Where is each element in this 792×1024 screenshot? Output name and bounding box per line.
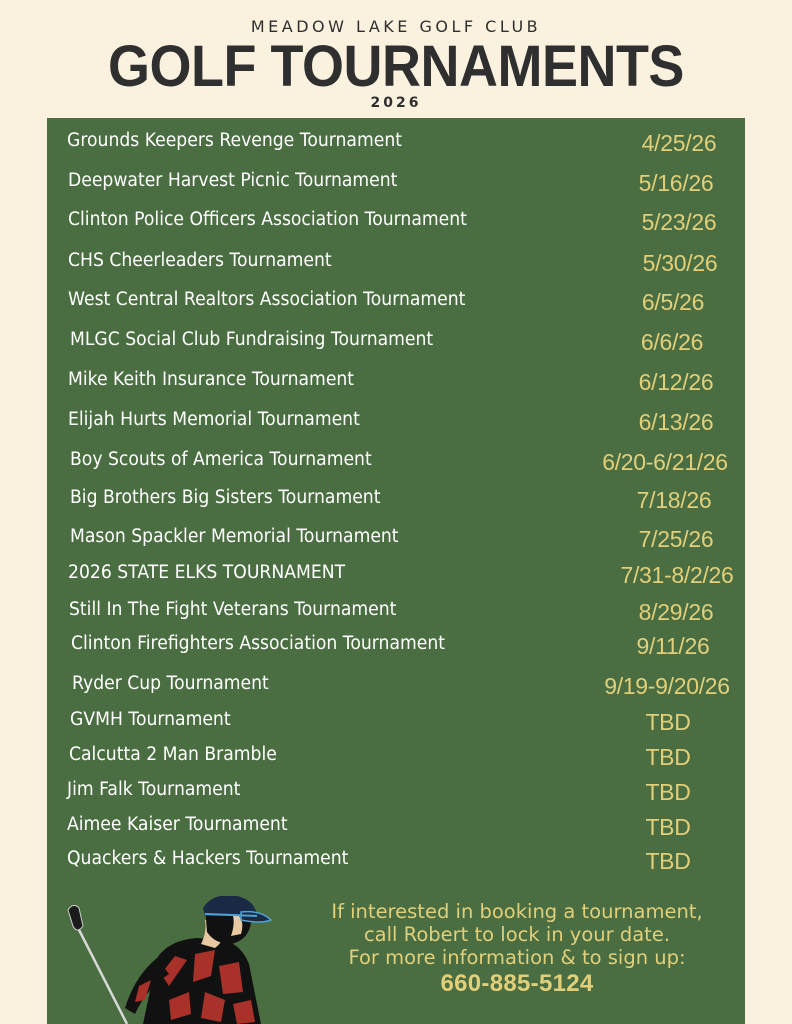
booking-info-line: If interested in booking a tournament,	[331, 900, 703, 923]
tournament-name: GVMH Tournament	[70, 709, 231, 730]
tournament-row	[47, 526, 745, 556]
tournament-date: 7/18/26	[636, 487, 712, 513]
tournament-row	[47, 814, 745, 844]
tournament-row	[47, 250, 745, 280]
tournament-name: Elijah Hurts Memorial Tournament	[68, 409, 360, 430]
tournament-row	[47, 130, 745, 160]
tournament-row	[47, 633, 745, 663]
tournament-row	[47, 170, 745, 200]
booking-info-line: call Robert to lock in your date.	[363, 923, 671, 946]
tournament-name: Clinton Firefighters Association Tournament	[71, 633, 445, 654]
tournament-date: 9/11/26	[636, 633, 710, 659]
tournament-name: Deepwater Harvest Picnic Tournament	[68, 170, 398, 191]
tournament-date: TBD	[645, 848, 691, 874]
page-title: GOLF TOURNAMENTS	[108, 34, 684, 99]
tournament-name: Boy Scouts of America Tournament	[70, 449, 372, 470]
tournament-date: 5/23/26	[641, 209, 717, 235]
tournament-name: Big Brothers Big Sisters Tournament	[70, 487, 381, 508]
phone-number: 660-885-5124	[440, 970, 594, 997]
tournament-row	[47, 709, 745, 739]
tournament-name: West Central Realtors Association Tournament	[68, 289, 466, 310]
tournament-date: 7/31-8/2/26	[620, 562, 734, 588]
golfer-icon	[65, 896, 305, 1024]
tournament-row	[47, 487, 745, 517]
tournament-date: 6/12/26	[638, 369, 714, 395]
tournament-name: CHS Cheerleaders Tournament	[68, 250, 332, 271]
tournament-date: 6/5/26	[641, 289, 705, 315]
tournament-row	[47, 599, 745, 629]
tournament-date: 9/19-9/20/26	[604, 673, 730, 699]
tournament-date: 6/13/26	[638, 409, 714, 435]
tournament-name: Grounds Keepers Revenge Tournament	[67, 130, 402, 151]
tournament-row	[47, 329, 745, 359]
tournament-date: 7/25/26	[638, 526, 714, 552]
tournament-date: TBD	[645, 709, 691, 735]
tournament-row	[47, 209, 745, 239]
tournament-row	[47, 562, 745, 592]
tournament-date: 4/25/26	[641, 130, 717, 156]
tournament-row	[47, 369, 745, 399]
tournament-name: 2026 STATE ELKS TOURNAMENT	[68, 562, 346, 583]
tournament-row	[47, 744, 745, 774]
tournament-name: MLGC Social Club Fundraising Tournament	[70, 329, 434, 350]
tournament-date: 5/30/26	[642, 250, 718, 276]
tournament-row	[47, 409, 745, 439]
tournament-date: TBD	[645, 744, 691, 770]
tournament-name: Mason Spackler Memorial Tournament	[70, 526, 399, 547]
tournament-row	[47, 848, 745, 878]
tournament-date: 8/29/26	[638, 599, 714, 625]
tournament-row	[47, 289, 745, 319]
tournament-date: 6/6/26	[640, 329, 704, 355]
year-label: 2026	[370, 95, 422, 111]
tournament-name: Quackers & Hackers Tournament	[67, 848, 349, 869]
tournament-name: Clinton Police Officers Association Tournament	[68, 209, 467, 230]
tournament-panel	[47, 118, 745, 1024]
tournament-name: Aimee Kaiser Tournament	[67, 814, 288, 835]
booking-info	[307, 900, 727, 969]
tournament-row	[47, 673, 745, 703]
tournament-row	[47, 779, 745, 809]
club-name: MEADOW LAKE GOLF CLUB	[250, 17, 542, 36]
tournament-name: Still In The Fight Veterans Tournament	[69, 599, 397, 620]
tournament-row	[47, 449, 745, 479]
tournament-name: Calcutta 2 Man Bramble	[69, 744, 277, 765]
tournament-date: TBD	[645, 814, 691, 840]
tournament-date: 5/16/26	[638, 170, 714, 196]
booking-info-line: For more information & to sign up:	[348, 946, 686, 969]
tournament-name: Ryder Cup Tournament	[72, 673, 269, 694]
tournament-name: Jim Falk Tournament	[67, 779, 241, 800]
tournament-name: Mike Keith Insurance Tournament	[68, 369, 355, 390]
tournament-date: 6/20-6/21/26	[602, 449, 728, 475]
tournament-date: TBD	[645, 779, 691, 805]
